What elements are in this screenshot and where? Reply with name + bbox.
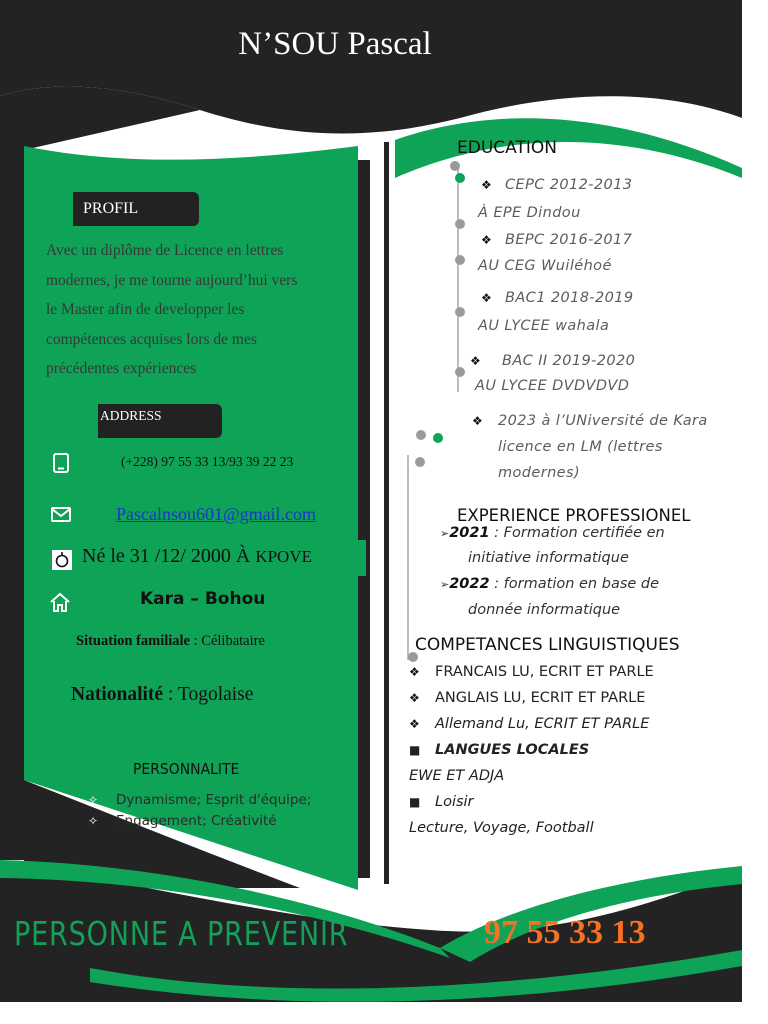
education-degree: ❖ BAC1 2018-2019 <box>481 290 634 306</box>
nationality <box>71 684 253 706</box>
tablet-icon <box>49 451 73 475</box>
home-icon <box>48 591 72 615</box>
city: Kara – Bohou <box>140 589 266 609</box>
education-school: AU LYCEE DVDVDVD <box>475 378 630 394</box>
family-status <box>76 633 265 650</box>
emergency-contact-number: 97 55 33 13 <box>484 914 646 951</box>
birth-place: KPOVE <box>255 547 312 566</box>
square-bullet-icon: ■ <box>409 795 421 809</box>
personality-item: Engagement; Créativité <box>116 813 277 829</box>
nationality-label: Nationalité <box>71 684 164 705</box>
diamond-bullet-icon: ❖ <box>470 354 482 368</box>
language-item: ❖ Allemand Lu, ECRIT ET PARLE <box>409 716 650 732</box>
list-item <box>88 790 311 811</box>
experience-desc: initiative informatique <box>468 550 629 566</box>
profile-line: précédentes expériences <box>46 360 197 377</box>
address-section-tag: ADDRESS <box>98 404 222 438</box>
language-item: ❖ FRANCAIS LU, ECRIT ET PARLE <box>409 664 654 680</box>
list-item <box>88 811 311 832</box>
phone-number: (+228) 97 55 33 13/93 39 22 23 <box>121 454 294 469</box>
experience-desc: : formation en base de <box>489 576 660 592</box>
hobby-title: ■ Loisir <box>409 794 474 810</box>
diamond-bullet-icon: ❖ <box>409 717 420 731</box>
experience-year: 2021 <box>449 525 490 541</box>
local-languages-title: ■ LANGUES LOCALES <box>409 742 590 758</box>
hobby-value: Lecture, Voyage, Football <box>409 820 594 836</box>
education-school: AU CEG Wuiléhoé <box>478 258 612 274</box>
diamond-bullet-icon: ❖ <box>481 233 493 247</box>
profile-line: le Master afin de developper les <box>46 301 245 318</box>
sparkle-icon: ✧ <box>88 814 99 828</box>
experience-title: EXPERIENCE PROFESSIONEL <box>457 506 691 525</box>
personality-title: PERSONNALITE <box>133 760 240 778</box>
experience-desc: : Formation certifiée en <box>489 525 665 541</box>
profile-line: Avec un diplôme de Licence en lettres <box>46 242 284 259</box>
experience-entry <box>440 576 659 592</box>
arrow-bullet-icon: ➢ <box>440 527 450 540</box>
birth-date-text: Né le 31 /12/ 2000 À <box>82 545 251 567</box>
personality-item: Dynamisme; Esprit d'équipe; <box>116 792 312 808</box>
education-degree: ❖ BAC II 2019-2020 <box>470 353 636 369</box>
arrow-bullet-icon: ➢ <box>440 578 450 591</box>
education-degree: ❖ CEPC 2012-2013 <box>481 177 633 193</box>
experience-year: 2022 <box>449 576 490 592</box>
diamond-bullet-icon: ❖ <box>409 691 420 705</box>
diamond-bullet-icon: ❖ <box>481 291 493 305</box>
sparkle-icon: ✧ <box>88 793 99 807</box>
language-item: ❖ ANGLAIS LU, ECRIT ET PARLE <box>409 690 646 706</box>
email-link[interactable]: Pascalnsou601@gmail.com <box>116 504 317 524</box>
person-name: N’SOU Pascal <box>238 26 432 62</box>
education-degree: ❖ BEPC 2016-2017 <box>481 232 633 248</box>
education-school: modernes) <box>498 465 581 481</box>
education-school: AU LYCEE wahala <box>478 318 610 334</box>
local-languages-value: EWE ET ADJA <box>409 768 505 784</box>
nationality-value: : Togolaise <box>163 684 254 705</box>
languages-title: COMPETANCES LINGUISTIQUES <box>415 635 680 655</box>
diamond-bullet-icon: ❖ <box>481 178 493 192</box>
education-school: licence en LM (lettres <box>498 439 663 455</box>
profile-line: compétences acquises lors de mes <box>46 330 257 348</box>
profile-text <box>46 236 344 384</box>
family-value: : Célibataire <box>190 633 265 649</box>
experience-desc: donnée informatique <box>468 602 621 618</box>
birthday-icon <box>52 550 72 570</box>
birth-date <box>82 545 312 568</box>
family-label: Situation familiale <box>76 633 190 649</box>
square-bullet-icon: ■ <box>409 743 421 757</box>
education-degree: ❖ 2023 à l’UNiversité de Kara <box>472 413 708 429</box>
personality-list <box>88 790 311 832</box>
envelope-icon <box>49 502 73 526</box>
education-school: À EPE Dindou <box>478 205 581 221</box>
profile-section-tag: PROFIL <box>73 192 199 226</box>
emergency-contact-label: PERSONNE A PREVENIR <box>14 914 349 953</box>
experience-entry <box>440 525 665 541</box>
diamond-bullet-icon: ❖ <box>409 665 420 679</box>
education-title: EDUCATION <box>457 138 557 158</box>
profile-line: modernes, je me tourne aujourd’hui vers <box>46 271 298 289</box>
diamond-bullet-icon: ❖ <box>472 414 484 428</box>
